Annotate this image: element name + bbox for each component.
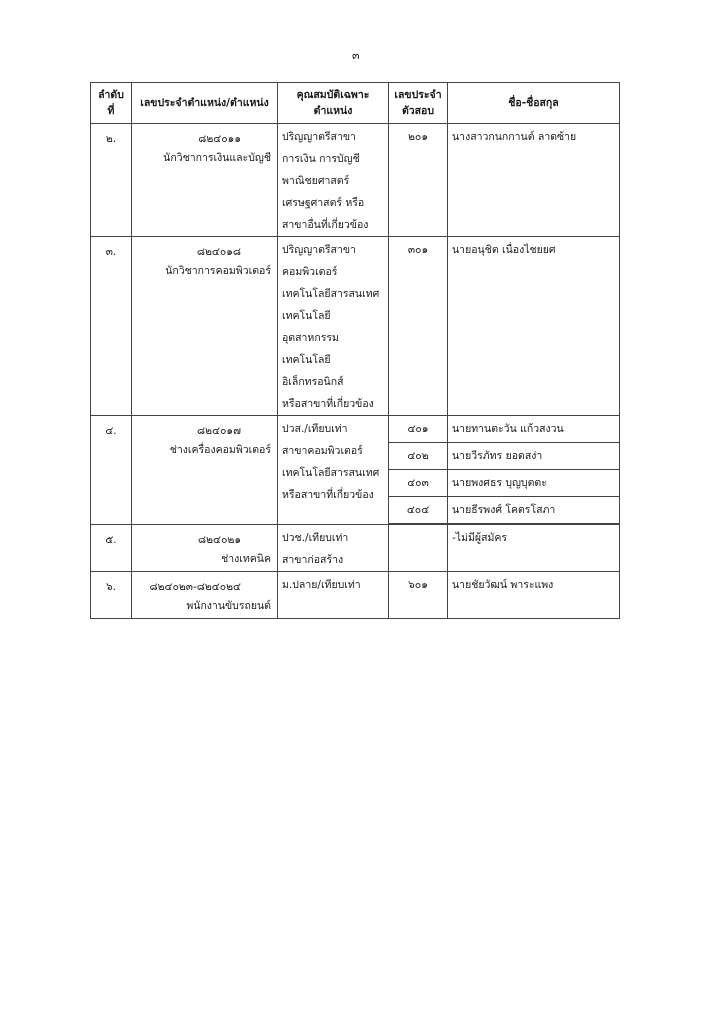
candidate-name: นายชัยวัฒน์ พาระแพง (452, 579, 554, 591)
qualification-line: อิเล็กทรอนิกส์ (282, 376, 344, 388)
row-exam-numbers (389, 572, 448, 619)
table-row (91, 416, 620, 525)
table-header-row (91, 83, 620, 124)
row-exam-numbers (389, 416, 448, 525)
exam-number: ๖๐๑ (408, 579, 428, 591)
row-qualification (278, 572, 389, 619)
position-code: ๘๒๔๐๒๓-๘๒๔๐๒๔ (149, 581, 241, 593)
row-seq: ๓. (91, 237, 132, 416)
row-seq: ๔. (91, 416, 132, 525)
position-title: ช่างเครื่องคอมพิวเตอร์ (169, 444, 271, 456)
qualification-line: ม.ปลาย/เทียบเท่า (282, 579, 361, 591)
row-qualification (278, 124, 389, 237)
header-qual-line1: คุณสมบัติเฉพาะ (296, 89, 370, 101)
row-names (448, 416, 620, 525)
row-names (448, 572, 620, 619)
page-number: ๓ (352, 49, 360, 62)
candidate-name: นายทานตะวัน แก้วสงวน (448, 416, 619, 443)
position-code: ๘๒๔๐๑๗ (197, 425, 241, 437)
table-row (91, 572, 620, 619)
row-position (132, 237, 278, 416)
position-code: ๘๒๔๐๑๘ (196, 246, 241, 258)
qualification-line: การเงิน การบัญชี (282, 153, 360, 165)
qualification-line: คอมพิวเตอร์ (282, 266, 338, 278)
results-table (90, 82, 620, 619)
header-exam-line1: เลขประจำ (394, 89, 442, 101)
header-qual-line2: ตำแหน่ง (313, 105, 353, 117)
qualification-line: เทคโนโลยีสารสนเทศ (282, 467, 380, 479)
exam-number (389, 525, 447, 551)
qualification-line: อุตสาหกรรม (282, 332, 339, 344)
row-position (132, 124, 278, 237)
row-seq: ๒. (91, 124, 132, 237)
header-seq-line2: ที่ (107, 105, 115, 117)
qualification-line: สาขาอื่นที่เกี่ยวข้อง (282, 219, 369, 231)
candidate-name: -ไม่มีผู้สมัคร (452, 532, 508, 544)
exam-number: ๒๐๑ (408, 131, 428, 143)
position-title: นักวิชาการเงินและบัญชี (163, 152, 271, 164)
table-row (91, 237, 620, 416)
qualification-line: ปวช./เทียบเท่า (282, 532, 349, 544)
row-qualification (278, 525, 389, 572)
qualification-line: หรือสาขาที่เกี่ยวข้อง (282, 489, 374, 501)
qualification-line: สาขาคอมพิวเตอร์ (282, 445, 363, 457)
header-exam-number (389, 83, 448, 124)
row-exam-numbers (389, 124, 448, 237)
row-names (448, 237, 620, 416)
position-title: นักวิชาการคอมพิวเตอร์ (165, 265, 271, 277)
position-title: พนักงานขับรถยนต์ (186, 600, 271, 612)
header-qualification (278, 83, 389, 124)
row-names (448, 124, 620, 237)
qualification-line: ปวส./เทียบเท่า (282, 423, 348, 435)
table-row (91, 525, 620, 572)
qualification-line: เทคโนโลยี (282, 310, 331, 322)
qualification-line: เศรษฐศาสตร์ หรือ (282, 197, 365, 209)
qualification-line: พาณิชยศาสตร์ (282, 175, 350, 187)
row-seq: ๖. (91, 572, 132, 619)
position-code: ๘๒๔๐๑๑ (198, 133, 241, 145)
exam-number: ๔๐๔ (389, 497, 447, 524)
qualification-line: ปริญญาตรีสาขา (282, 244, 356, 256)
table-row (91, 124, 620, 237)
row-position (132, 416, 278, 525)
header-seq-line1: ลำดับ (98, 89, 124, 101)
qualification-line: สาขาก่อสร้าง (282, 554, 344, 566)
row-position (132, 525, 278, 572)
row-names (448, 525, 620, 572)
position-code: ๘๒๔๐๒๑ (198, 534, 241, 546)
candidate-name: นายวีรภัทร ยอดสง่า (448, 443, 619, 470)
qualification-line: เทคโนโลยีสารสนเทศ (282, 288, 380, 300)
row-exam-numbers (389, 525, 448, 572)
candidate-name: นางสาวกนกกานต์ ลาดซ้าย (452, 131, 577, 143)
position-title: ช่างเทคนิค (221, 553, 271, 565)
candidate-name: นายพงศธร บุญบุตตะ (448, 470, 619, 497)
row-position (132, 572, 278, 619)
header-seq (91, 83, 132, 124)
exam-number: ๓๐๑ (407, 244, 429, 256)
candidate-name: นายอนุชิต เนื่องไชยยศ (452, 244, 556, 256)
qualification-line: เทคโนโลยี (282, 354, 331, 366)
row-qualification (278, 416, 389, 525)
header-exam-line2: ตัวสอบ (401, 105, 435, 117)
qualification-line: ปริญญาตรีสาขา (282, 131, 356, 143)
header-position: เลขประจำตำแหน่ง/ตำแหน่ง (132, 83, 278, 124)
exam-number: ๔๐๓ (389, 470, 447, 497)
exam-number: ๔๐๑ (389, 416, 447, 443)
exam-number: ๔๐๒ (389, 443, 447, 470)
row-qualification (278, 237, 389, 416)
qualification-line: หรือสาขาที่เกี่ยวข้อง (282, 398, 374, 410)
table-body (91, 124, 620, 619)
header-name: ชื่อ-ชื่อสกุล (448, 83, 620, 124)
candidate-name: นายธีรพงศ์ โคตรโสภา (448, 497, 619, 524)
row-seq: ๕. (91, 525, 132, 572)
row-exam-numbers (389, 237, 448, 416)
